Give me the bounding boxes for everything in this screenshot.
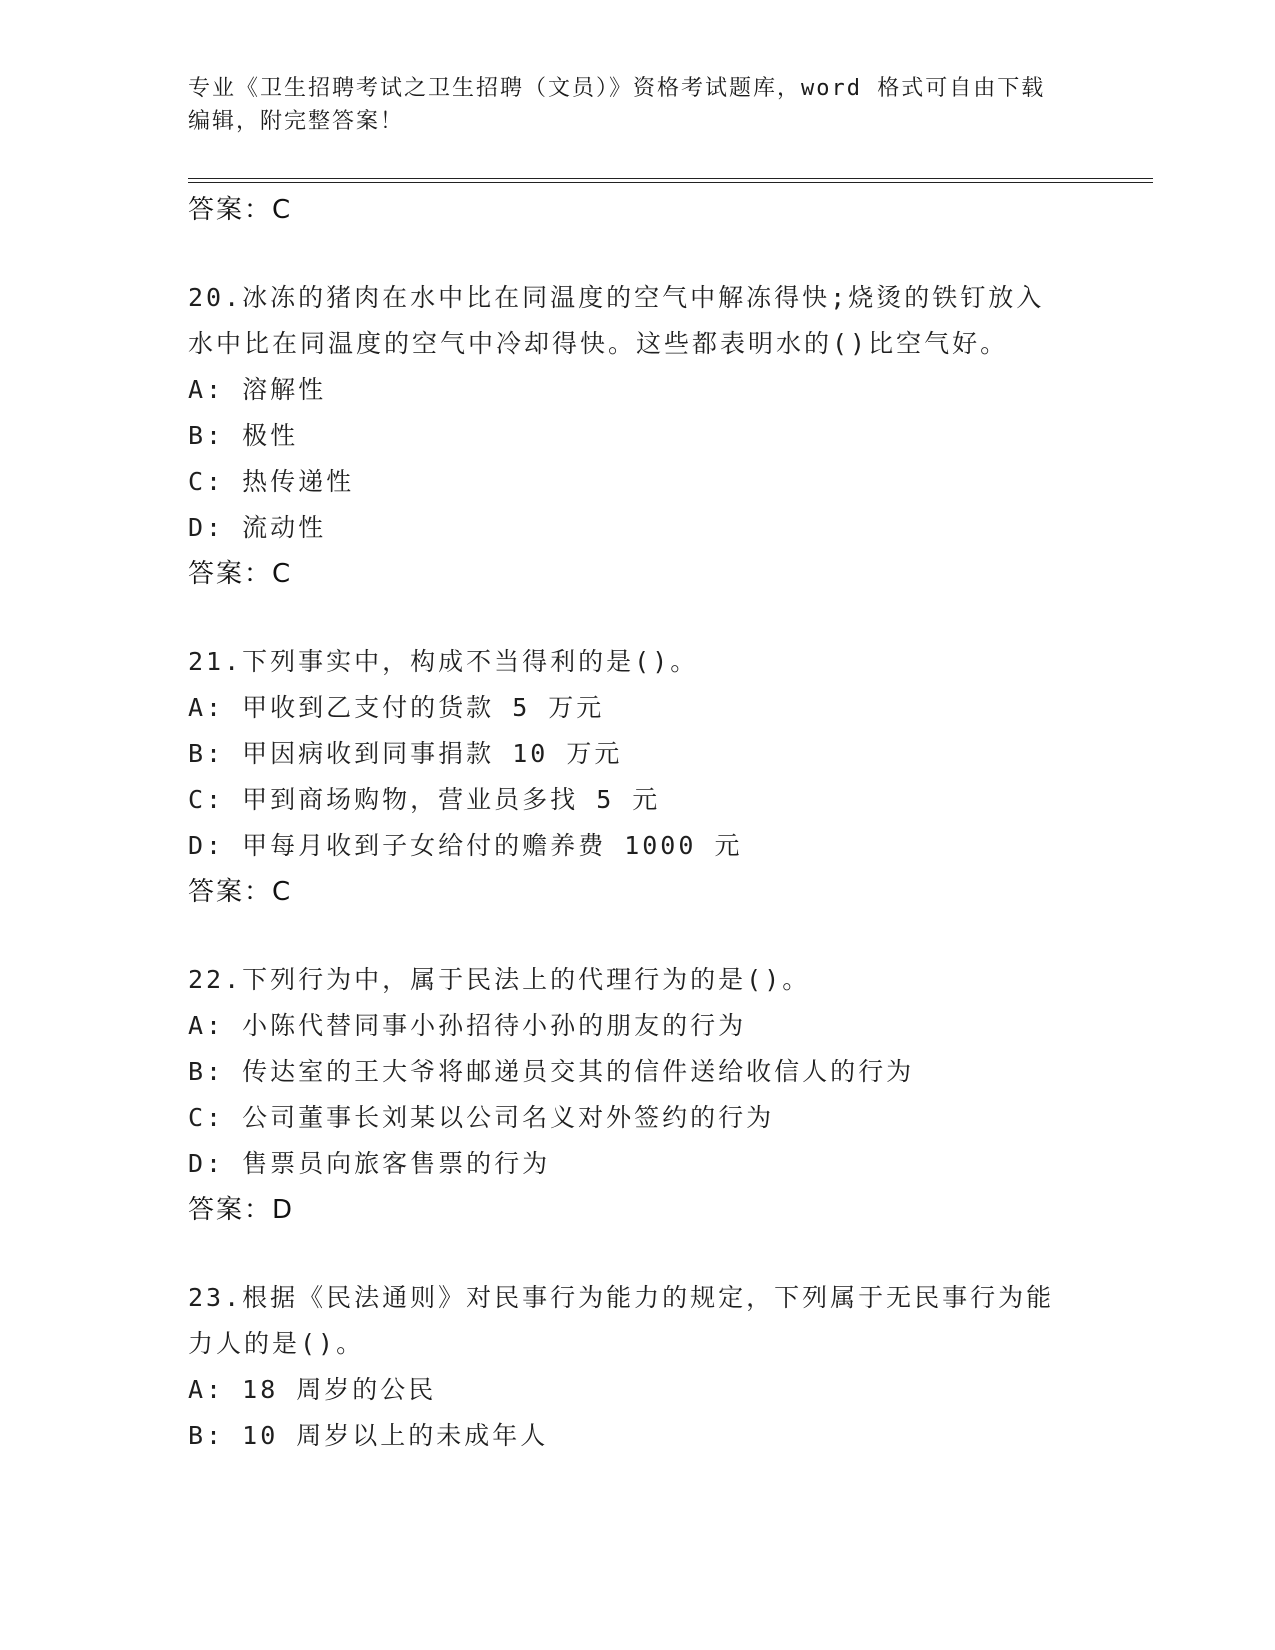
document-header [188,72,1088,138]
question-stem [188,1275,1068,1367]
option-a: A: 18 周岁的公民 [188,1375,437,1404]
option-c: C: 甲到商场购物，营业员多找 5 元 [188,785,661,814]
option-c: C: 热传递性 [188,467,355,496]
stem-line: 20.冰冻的猪肉在水中比在同温度的空气中解冻得快;烧烫的铁钉放入 [188,283,1045,312]
stem-line: 23.根据《民法通则》对民事行为能力的规定，下列属于无民事行为能 [188,1283,1055,1312]
answer-line: 答案：C [188,195,293,225]
answer-line: 答案：C [188,877,293,907]
answer-line: 答案：D [188,1195,295,1225]
stem-line: 水中比在同温度的空气中冷却得快。这些都表明水的()比空气好。 [188,329,1009,358]
stem-line: 21.下列事实中，构成不当得利的是()。 [188,647,699,676]
question-stem [188,275,1068,367]
option-c: C: 公司董事长刘某以公司名义对外签约的行为 [188,1103,775,1132]
question-stem [188,957,1068,1003]
option-b: B: 甲因病收到同事捐款 10 万元 [188,739,623,768]
option-a: A: 小陈代替同事小孙招待小孙的朋友的行为 [188,1011,747,1040]
header-line-2: 编辑，附完整答案！ [188,109,405,134]
option-a: A: 溶解性 [188,375,327,404]
question-list [188,187,1088,1459]
option-b: B: 极性 [188,421,299,450]
answer-line: 答案：C [188,559,293,589]
option-d: D: 甲每月收到子女给付的赡养费 1000 元 [188,831,743,860]
option-d: D: 售票员向旅客售票的行为 [188,1149,551,1178]
question-item [188,1275,1088,1459]
option-b: B: 10 周岁以上的未成年人 [188,1421,549,1450]
question-stem [188,639,1068,685]
question-item [188,275,1088,597]
question-item [188,957,1088,1233]
stem-line: 22.下列行为中，属于民法上的代理行为的是()。 [188,965,811,994]
question-item [188,639,1088,915]
header-divider [188,178,1153,183]
option-d: D: 流动性 [188,513,327,542]
option-a: A: 甲收到乙支付的货款 5 万元 [188,693,605,722]
header-line-1: 专业《卫生招聘考试之卫生招聘（文员）》资格考试题库，word 格式可自由下载 [188,76,1046,101]
stem-line: 力人的是()。 [188,1329,365,1358]
option-b: B: 传达室的王大爷将邮递员交其的信件送给收信人的行为 [188,1057,915,1086]
